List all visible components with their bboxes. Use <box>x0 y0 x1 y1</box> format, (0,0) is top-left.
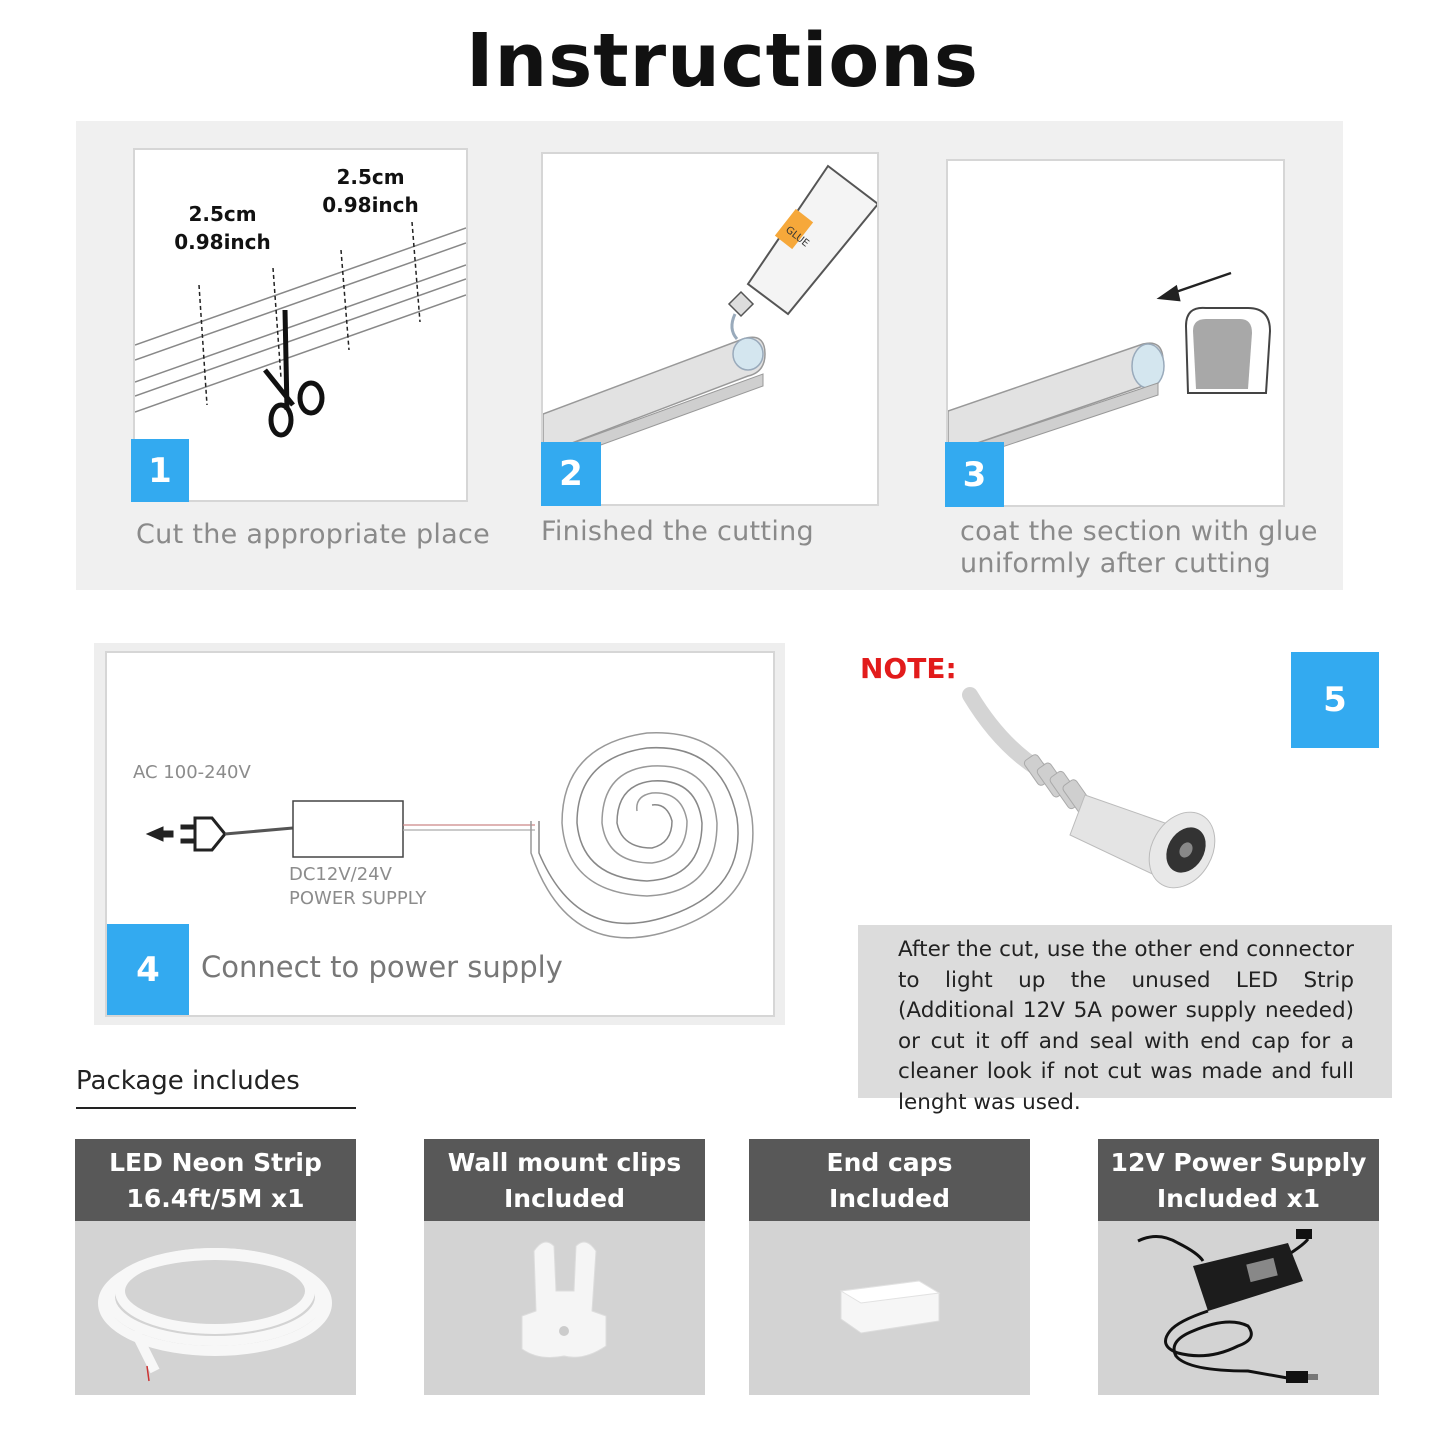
step-4-caption: Connect to power supply <box>201 950 563 984</box>
plug-icon <box>147 818 225 850</box>
arrow-left-icon <box>1160 273 1231 300</box>
step-2-badge: 2 <box>541 442 601 506</box>
step-3-badge: 3 <box>945 442 1004 507</box>
step-1-dim-right <box>318 163 423 219</box>
wall-clip-icon <box>424 1221 705 1395</box>
dc-connector-icon <box>960 685 1240 900</box>
package-item-line1: LED Neon Strip <box>109 1148 322 1177</box>
package-item-line1: End caps <box>826 1148 953 1177</box>
step-5-badge: 5 <box>1291 652 1379 748</box>
step-1-caption: Cut the appropriate place <box>136 519 491 550</box>
step-1-dim-left <box>170 200 275 256</box>
dim-right-cm: 2.5cm <box>336 165 405 189</box>
package-item-header <box>75 1139 356 1221</box>
step-3-caption <box>960 516 1318 580</box>
coiled-strip-icon <box>531 733 753 938</box>
package-item-header <box>749 1139 1030 1221</box>
package-item-line2: Included x1 <box>1156 1184 1321 1213</box>
step-1-badge: 1 <box>131 439 189 502</box>
package-item-line1: Wall mount clips <box>447 1148 682 1177</box>
package-underline <box>76 1107 356 1109</box>
end-cap-item-icon <box>749 1221 1030 1395</box>
power-adapter-icon <box>1098 1221 1379 1395</box>
package-item-header <box>424 1139 705 1221</box>
note-box: After the cut, use the other end connector to light up the unused LED Strip (Additional 12V 5A power supply needed) or cut it off and seal with end cap for a cleaner look if not cut was made and full lenght was used. <box>858 925 1392 1098</box>
dim-left-inch: 0.98inch <box>174 230 271 254</box>
step-2-caption: Finished the cutting <box>541 516 814 547</box>
psu-line2: POWER SUPPLY <box>289 888 427 909</box>
glue-tube-icon <box>729 166 877 339</box>
package-item-line2: 16.4ft/5M x1 <box>126 1184 305 1213</box>
step-3-caption-line2: uniformly after cutting <box>960 548 1271 579</box>
note-label: NOTE: <box>860 652 957 685</box>
step-3-caption-line1: coat the section with glue <box>960 516 1318 547</box>
package-item-strip <box>75 1139 356 1395</box>
scissors-icon <box>265 310 322 435</box>
package-item-power-supply <box>1098 1139 1379 1395</box>
package-item-line2: Included <box>828 1184 951 1213</box>
psu-label <box>289 863 426 911</box>
power-supply-box <box>293 801 403 857</box>
end-cap-icon <box>1186 308 1270 393</box>
psu-line1: DC12V/24V <box>289 864 392 885</box>
led-strip-coil-icon <box>75 1221 356 1395</box>
page-title: Instructions <box>466 18 979 104</box>
package-item-clips <box>424 1139 705 1395</box>
package-title: Package includes <box>76 1066 300 1096</box>
step-4-badge: 4 <box>107 924 189 1015</box>
ac-label: AC 100-240V <box>133 762 251 783</box>
package-item-header <box>1098 1139 1379 1221</box>
package-item-line2: Included <box>503 1184 626 1213</box>
dim-left-cm: 2.5cm <box>188 202 257 226</box>
glue-label: GLUE <box>783 224 811 250</box>
package-item-endcaps <box>749 1139 1030 1395</box>
dim-right-inch: 0.98inch <box>322 193 419 217</box>
package-item-line1: 12V Power Supply <box>1110 1148 1367 1177</box>
